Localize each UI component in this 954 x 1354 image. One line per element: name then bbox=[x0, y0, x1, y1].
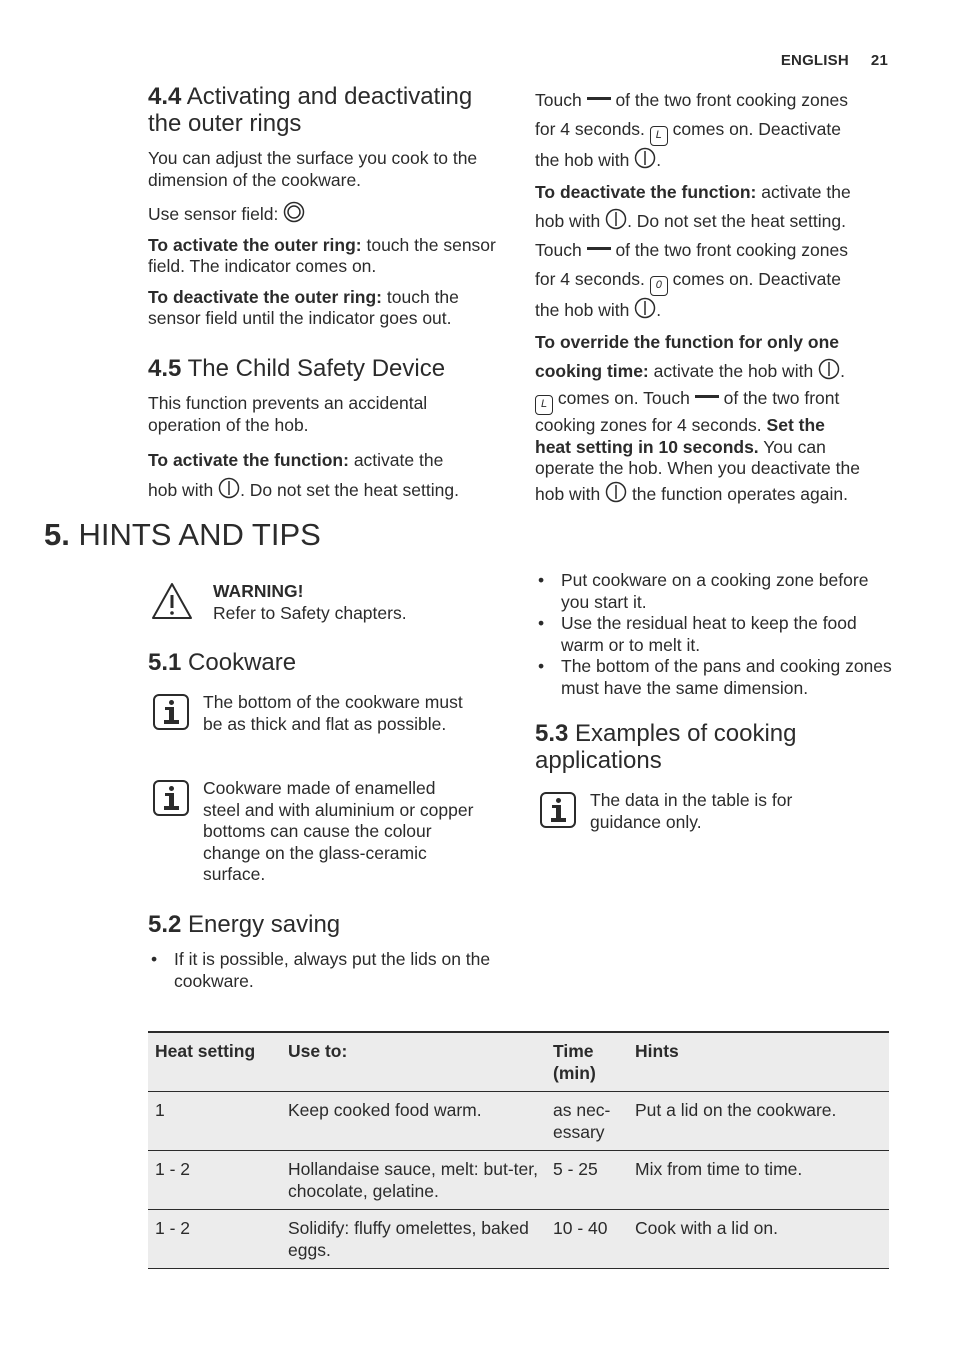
table-row bbox=[148, 1092, 889, 1151]
power-icon bbox=[605, 481, 627, 503]
paragraph: hob with the function operates again. bbox=[535, 480, 895, 509]
info-icon bbox=[153, 780, 189, 816]
page-header bbox=[781, 50, 888, 72]
lock-indicator-icon: L bbox=[650, 126, 668, 146]
section-heading-5-2: 5.2 Energy saving bbox=[148, 911, 341, 938]
lock-indicator-icon: L bbox=[535, 395, 553, 415]
list-item: • The bottom of the pans and cooking zones must have the same dimension. bbox=[535, 656, 895, 699]
table-cell: Put a lid on the cookware. bbox=[628, 1092, 889, 1151]
paragraph: You can adjust the surface you cook to the dimension of the cookware. bbox=[148, 148, 478, 190]
info-note: The bottom of the cookware must be as thick and flat as possible. bbox=[203, 692, 463, 734]
table-cell: Solidify: fluffy omelettes, baked eggs. bbox=[281, 1210, 546, 1269]
column-header: Hints bbox=[628, 1032, 889, 1092]
power-icon bbox=[634, 147, 656, 169]
table-row bbox=[148, 1151, 889, 1210]
section-heading-5-1: 5.1 Cookware bbox=[148, 649, 297, 676]
warning-title: WARNING! bbox=[213, 581, 304, 601]
warning-triangle-icon bbox=[151, 582, 193, 620]
table-cell: Keep cooked food warm. bbox=[281, 1092, 546, 1151]
list-item: • If it is possible, always put the lids on the cookware. bbox=[148, 949, 493, 992]
bullet-list bbox=[535, 570, 895, 699]
list-item: • Use the residual heat to keep the food warm or to melt it. bbox=[535, 613, 895, 656]
info-icon bbox=[153, 694, 189, 730]
power-icon bbox=[218, 477, 240, 499]
paragraph: To override the function for only one cooking time: activate the hob with . bbox=[535, 332, 845, 381]
column-header: Use to: bbox=[281, 1032, 546, 1092]
table-cell: as nec-essary bbox=[546, 1092, 628, 1151]
table-cell: Cook with a lid on. bbox=[628, 1210, 889, 1269]
power-icon bbox=[605, 208, 627, 230]
section-heading-5-3: 5.3 Examples of cooking applications bbox=[535, 720, 797, 774]
minus-bar-icon bbox=[695, 395, 719, 398]
page-number: 21 bbox=[870, 52, 888, 69]
unlock-indicator-icon: 0 bbox=[650, 276, 668, 296]
double-ring-icon bbox=[283, 201, 305, 223]
paragraph: This function prevents an accidental operation of the hob. bbox=[148, 393, 428, 435]
cooking-table bbox=[148, 1031, 889, 1269]
paragraph: To activate the function: activate the hob with . Do not set the heat setting. bbox=[148, 450, 459, 500]
table-cell: 1 - 2 bbox=[148, 1210, 281, 1269]
info-icon bbox=[540, 792, 576, 828]
chapter-heading: 5. HINTS AND TIPS bbox=[44, 517, 321, 552]
header-language: ENGLISH bbox=[780, 52, 849, 69]
section-heading: 4.4 Activating and deactivating the outer rings bbox=[148, 83, 473, 137]
info-note: The data in the table is for guidance only. bbox=[590, 790, 793, 832]
section-4-4 bbox=[148, 83, 498, 330]
paragraph: To activate the outer ring: touch the sensor field. The indicator comes on. bbox=[148, 234, 496, 276]
warning-text: Refer to Safety chapters. bbox=[213, 602, 407, 623]
table-cell: Hollandaise sauce, melt: but-ter, chocolate, gelatine. bbox=[281, 1151, 546, 1210]
minus-bar-icon bbox=[587, 247, 611, 250]
paragraph: L comes on. Touch of the two front cooking zones for 4 seconds. Set the heat setting in 10 seconds. You can operate the hob. When you deactivate the bbox=[535, 388, 860, 478]
paragraph: Touch of the two front cooking zones for 4 seconds. L comes on. Deactivate the hob with . bbox=[535, 90, 848, 170]
table-cell: 1 - 2 bbox=[148, 1151, 281, 1210]
section-4-5 bbox=[148, 355, 498, 505]
column-header: Time (min) bbox=[546, 1032, 628, 1092]
table-cell: Mix from time to time. bbox=[628, 1151, 889, 1210]
table-cell: 5 - 25 bbox=[546, 1151, 628, 1210]
column-header: Heat setting bbox=[148, 1032, 281, 1092]
minus-bar-icon bbox=[587, 97, 611, 100]
section-heading: 4.5 The Child Safety Device bbox=[148, 355, 446, 382]
child-safety-continued bbox=[535, 86, 895, 509]
list-item: • Put cookware on a cooking zone before you start it. bbox=[535, 570, 895, 613]
paragraph: To deactivate the outer ring: touch the sensor field until the indicator goes out. bbox=[148, 286, 459, 328]
paragraph: To deactivate the function: activate the hob with . Do not set the heat setting. Touch of the two front cooking zones for 4 seconds. 0 comes on. Deactivate the hob with . bbox=[535, 182, 851, 320]
table-cell: 1 bbox=[148, 1092, 281, 1151]
power-icon bbox=[818, 358, 840, 380]
table-header-row bbox=[148, 1032, 889, 1092]
power-icon bbox=[634, 297, 656, 319]
paragraph: Use sensor field: bbox=[148, 201, 498, 226]
table-row bbox=[148, 1210, 889, 1269]
warning-block bbox=[213, 581, 503, 624]
info-note: Cookware made of enamelled steel and with aluminium or copper bottoms can cause the colour change on the glass-ceramic surface. bbox=[203, 778, 474, 884]
table-cell: 10 - 40 bbox=[546, 1210, 628, 1269]
bullet-list bbox=[148, 949, 493, 992]
